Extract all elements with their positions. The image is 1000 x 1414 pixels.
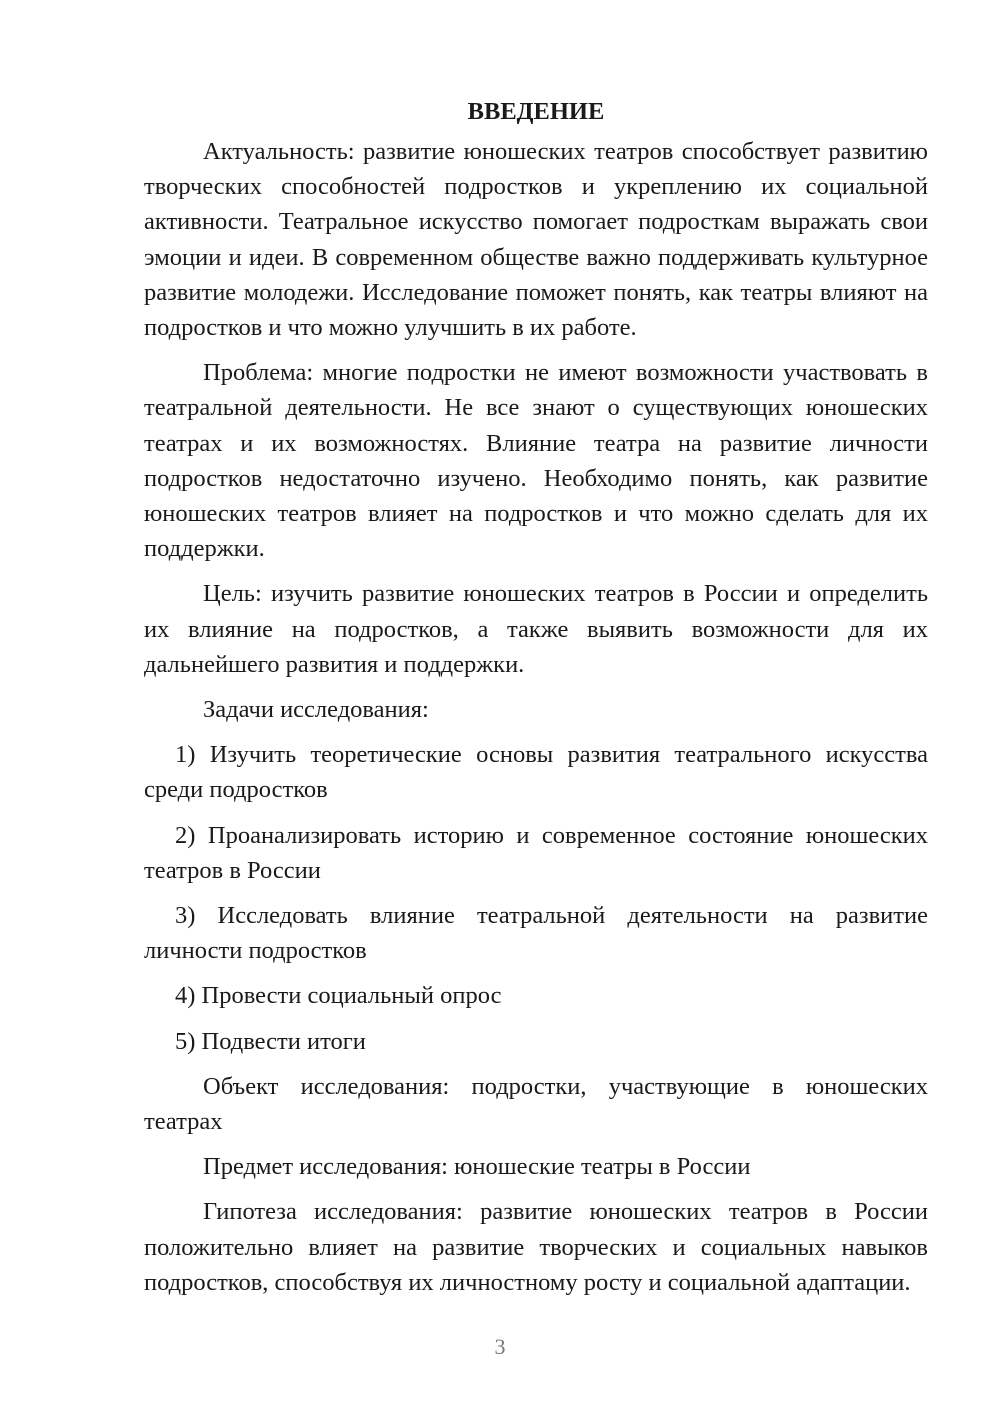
paragraph-relevance: Актуальность: развитие юношеских театров способствует развитию творческих способностей подростков и укреплению их социальной активности. Театральное искусство помогает подросткам выражать свои эмоции и идеи. В современном обществе важно поддерживать культурное развитие молодежи. Исследование поможет понять, как театры влияют на подростков и что можно улучшить в их работе. bbox=[144, 138, 928, 342]
task-item-2: 2) Проанализировать историю и современное состояние юношеских театров в России bbox=[144, 821, 928, 884]
paragraph-object: Объект исследования: подростки, участвующие в юношеских театрах bbox=[144, 1072, 928, 1136]
tasks-heading: Задачи исследования: bbox=[203, 696, 429, 724]
paragraph-hypothesis: Гипотеза исследования: развитие юношеских театров в России положительно влияет на развитие творческих и социальных навыков подростков, способствуя их личностному росту и социальной адаптации. bbox=[144, 1198, 928, 1296]
task-item-1: 1) Изучить теоретические основы развития театрального искусства среди подростков bbox=[144, 741, 928, 804]
paragraph-problem: Проблема: многие подростки не имеют возможности участвовать в театральной деятельности. Не все знают о существующих юношеских театрах и их возможностях. Влияние театра на развитие личности подростков недостаточно изучено. Необходимо понять, как развитие юношеских театров влияет на подростков и что можно сделать для их поддержки. bbox=[144, 359, 928, 563]
paragraph-subject: Предмет исследования: юношеские театры в России bbox=[203, 1153, 751, 1181]
page-number: 3 bbox=[494, 1334, 506, 1359]
task-item-3: 3) Исследовать влияние театральной деятельности на развитие личности подростков bbox=[144, 902, 928, 965]
task-item-4: 4) Провести социальный опрос bbox=[175, 982, 502, 1010]
task-item-5: 5) Подвести итоги bbox=[175, 1027, 366, 1055]
paragraph-goal: Цель: изучить развитие юношеских театров в России и определить их влияние на подростков, а также выявить возможности для их дальнейшего развития и поддержки. bbox=[144, 580, 928, 678]
page-content bbox=[144, 94, 928, 1300]
section-title: ВВЕДЕНИЕ bbox=[467, 98, 605, 125]
